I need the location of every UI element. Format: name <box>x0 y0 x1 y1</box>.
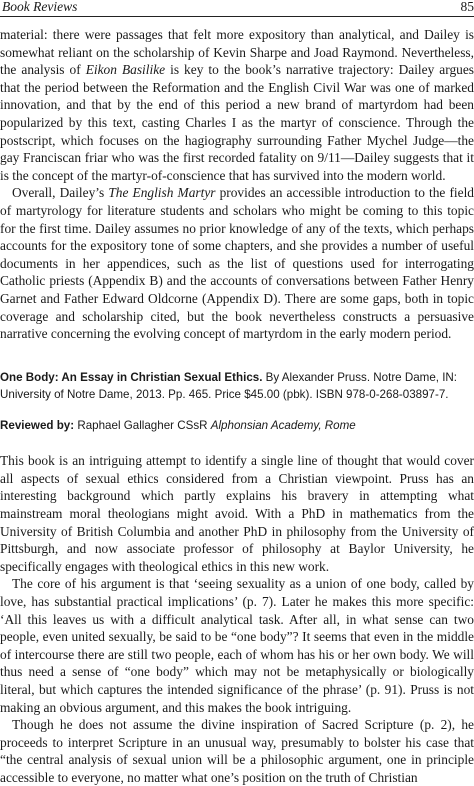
reviewer-name: Raphael Gallagher CSsR <box>74 419 211 432</box>
review2-paragraph-2: The core of his argument is that ‘seeing sexuality as a union of one body, called by love, has substantial practical implications’ (p. 7). Later he makes this more specific: ‘All this leaves us with a difficult analytical task. After all, in what sense can two people, even united sexually, be said to be “one body”? It seems that even in the middle of intercourse there are still two people, each of whom has his or her own body. We will thus need a sense of “one body” which may not be metaphysically or biologically literal, but which captures the intended significance of the phrase’ (p. 91). Pruss is not making an obvious argument, and this makes the book intriguing. <box>0 575 474 716</box>
review1-paragraph-1 <box>0 26 474 184</box>
review1-p2-text-b: provides an accessible introduction to the field of martyrology for literature students and scholars who might be coming to this topic for the first time. Dailey assumes no prior knowledge of any of the texts, which perhaps accounts for the expository tone of some chapters, and she provides a number of useful documents in her appendices, such as the list of questions used for interrogating Catholic priests (Appendix B) and the accounts of conversations between Father Henry Garnet and Father Edward Oldcorne (Appendix D). There are some gaps, both in topic coverage and scholarship cited, but the book nevertheless constructs a persuasive narrative concerning the evolving concept of martyrdom in the early modern period. <box>0 185 474 341</box>
page-number: 85 <box>461 0 474 15</box>
page-header <box>0 0 474 17</box>
review2-paragraph-1: This book is an intriguing attempt to identify a single line of thought that would cover all aspects of sexual ethics considered from a Christian viewpoint. Pruss has an interesting background which partly explains his bravery in attempting what mainstream moral theologians might avoid. With a PhD in mathematics from the University of British Columbia and another PhD in philosophy from the University of Pittsburgh, and now associate professor of philosophy at Baylor University, he specifically engages with theological ethics in this new work. <box>0 452 474 575</box>
book-citation <box>0 369 474 404</box>
review2-paragraph-3: Though he does not assume the divine inspiration of Sacred Scripture (p. 2), he proceeds to interpret Scripture in an unusual way, presumably to bolster his case that “the central analysis of sexual union will be a philosophic argument, one in principle accessible to everyone, no matter what one’s position on the truth of Christian <box>0 716 474 786</box>
review1-p1-italic-title: Eikon Basilike <box>86 62 165 77</box>
review1-p2-italic-title: The English Martyr <box>108 185 215 200</box>
page-body <box>0 26 474 786</box>
book-details: By Alexander Pruss. Notre Dame, IN: University of Notre Dame, 2013. Pp. 465. Price $45.00 (pbk). ISBN 978-0-268-03897-7. <box>0 371 457 402</box>
reviewer-affiliation: Alphonsian Academy, Rome <box>211 419 356 432</box>
section-spacer <box>0 343 474 369</box>
reviewed-by-label: Reviewed by: <box>0 419 74 432</box>
book-title: One Body: An Essay in Christian Sexual Ethics. <box>0 371 262 384</box>
review1-p2-text-a: Overall, Dailey’s <box>12 185 108 200</box>
reviewer-spacer <box>0 434 474 452</box>
review1-p1-text-b: is key to the book’s narrative trajectory: Dailey argues that the period between the Reformation and the English Civil War was one of marked innovation, and that by the end of this period a new brand of martyrdom had been popularized by this text, casting Charles I as the martyr of conscience. Through the postscript, which focuses on the hagiography surrounding Father Mychel Judge—the gay Franciscan friar who was the first recorded fatality on 9/11—Dailey suggests that it is the concept of the martyr-of-conscience that has survived into the modern world. <box>0 62 474 183</box>
review1-paragraph-2 <box>0 184 474 342</box>
running-head: Book Reviews <box>2 0 77 15</box>
review1-p1-text-a: material: there were passages that felt more expository than analytical, and Dailey is somewhat reliant on the scholarship of Kevin Sharpe and Joad Raymond. Nevertheless, the analysis of <box>0 27 474 77</box>
reviewer-line <box>0 417 474 435</box>
citation-spacer <box>0 404 474 417</box>
